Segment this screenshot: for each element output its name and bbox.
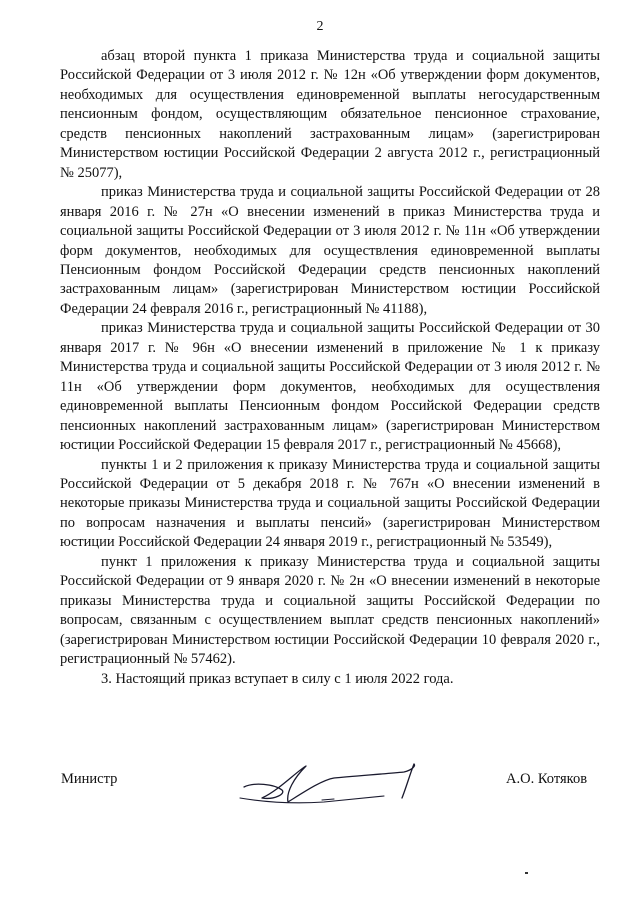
page-number: 2 (316, 19, 324, 34)
signatory-title: Министр (61, 771, 118, 787)
paragraph-order-96n: приказ Министерства труда и социальной защиты Российской Федерации от 30 января 2017 г. № 96н «О внесении изменений в приложение № 1 к приказу Министерства труда и социальной защиты Российской Федерации от 3 июля 2012 г. № 11н «Об утверждении форм документов, необходимых для осуществления единовременной выплаты Пенсионным фондом Российской Федерации средств пенсионных накоплений застрахованным лицам» (зарегистрирован Министерством юстиции Российской Федерации 15 февраля 2017 г., регистрационный № 45668), (60, 320, 600, 454)
handwritten-signature (234, 752, 424, 822)
paragraph-effective-date: 3. Настоящий приказ вступает в силу с 1 июля 2022 года. (101, 670, 454, 687)
scan-speck (525, 872, 528, 874)
paragraph-order-767n: пункты 1 и 2 приложения к приказу Министерства труда и социальной защиты Российской Федерации от 5 декабря 2018 г. № 767н «О внесении изменений в некоторые приказы Министерства труда и социальной защиты Российской Федерации по вопросам назначения и выплаты пенсий» (зарегистрирован Министерством юстиции Российской Федерации 24 января 2019 г., регистрационный № 53549), (60, 456, 600, 551)
paragraph-order-27n: приказ Министерства труда и социальной защиты Российской Федерации от 28 января 2016 г. № 27н «О внесении изменений в приказ Министерства труда и социальной защиты Российской Федерации от 3 июля 2012 г. № 11н «Об утверждении форм документов, необходимых для осуществления единовременной выплаты Пенсионным фондом Российской Федерации средств пенсионных накоплений застрахованным лицам» (зарегистрирован Министерством юстиции Российской Федерации 24 февраля 2016 г., регистрационный № 41188), (60, 184, 600, 317)
paragraph-order-2n: пункт 1 приложения к приказу Министерства труда и социальной защиты Российской Федерации от 9 января 2020 г. № 2н «О внесении изменений в некоторые приказы Министерства труда и социальной защиты Российской Федерации по вопросам, связанным с осуществлением выплат средств пенсионных накоплений» (зарегистрирован Министерством юстиции Российской Федерации 10 февраля 2020 г., регистрационный № 57462). (60, 553, 600, 668)
signatory-name: А.О. Котяков (506, 771, 588, 787)
document-body (60, 47, 600, 689)
paragraph-order-12n: абзац второй пункта 1 приказа Министерства труда и социальной защиты Российской Федерации от 3 июля 2012 г. № 12н «Об утверждении форм документов, необходимых для осуществления единовременной выплаты негосударственным пенсионным фондом, осуществляющим обязательное пенсионное страхование, средств пенсионных накоплений застрахованным лицам» (зарегистрирован Министерством юстиции Российской Федерации 2 августа 2012 г., регистрационный № 25077), (60, 48, 600, 181)
